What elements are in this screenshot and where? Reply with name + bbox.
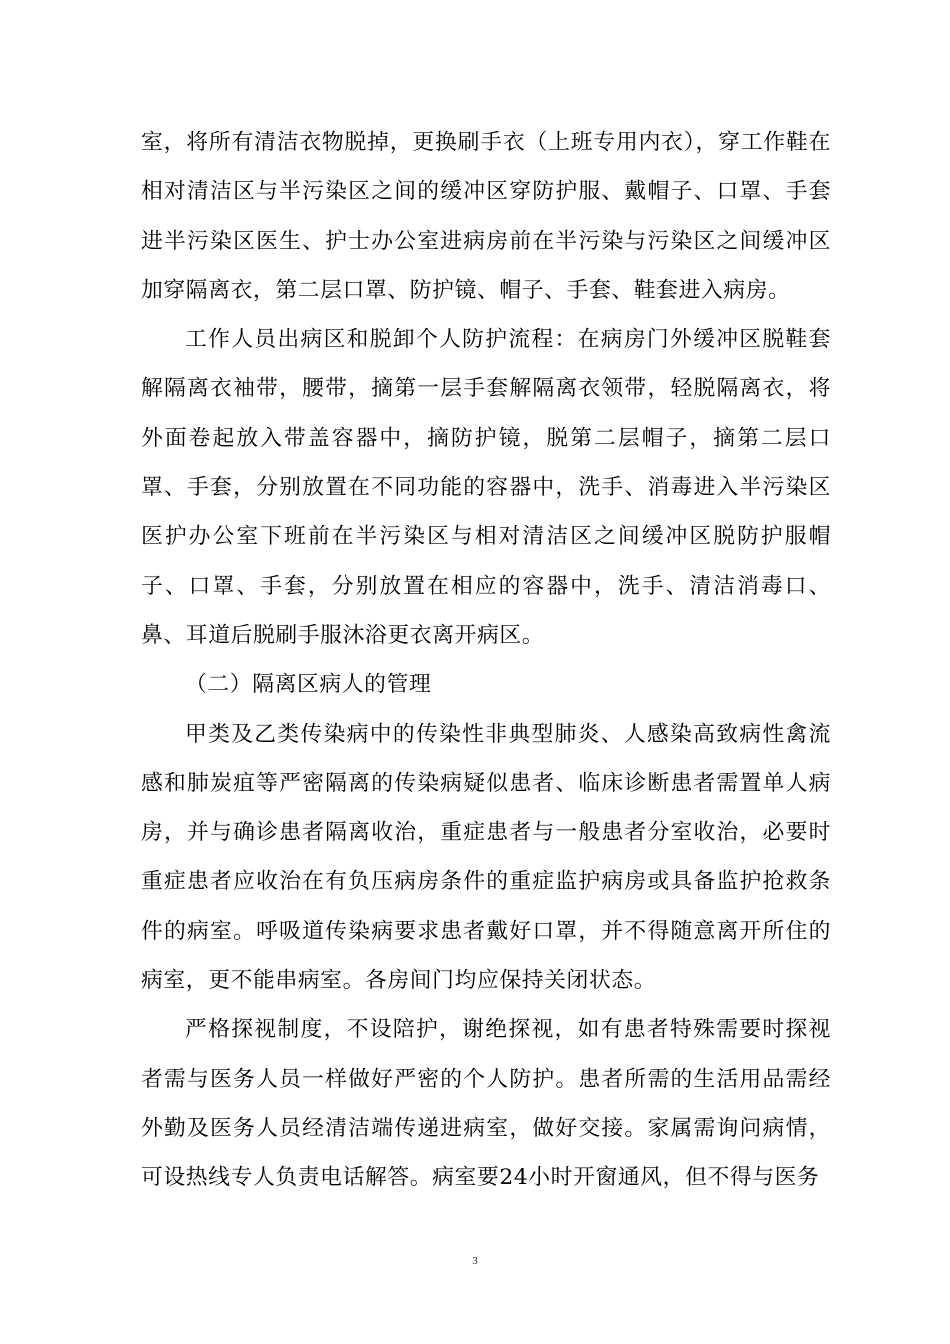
body-text xyxy=(141,118,831,1203)
section-heading: （二）隔离区病人的管理 xyxy=(185,672,432,698)
page-number: 3 xyxy=(472,1255,478,1267)
paragraph-visitation: 严格探视制度，不设陪护，谢绝探视，如有患者特殊需要时探视者需与医务人员一样做好严密的个人防护。患者所需的生活用品需经外勤及医务人员经清洁端传递进病室，做好交接。家属需询问病情，可设热线专人负责电话解答。病室要24小时开窗通风，但不得与医务 xyxy=(141,1017,831,1191)
paragraph-continued: 室，将所有清洁衣物脱掉，更换刷手衣（上班专用内衣），穿工作鞋在相对清洁区与半污染区之间的缓冲区穿防护服、戴帽子、口罩、手套进半污染区医生、护士办公室进病房前在半污染与污染区之间缓冲区加穿隔离衣，第二层口罩、防护镜、帽子、手套、鞋套进入病房。 xyxy=(141,130,831,303)
paragraph-patient-isolation: 甲类及乙类传染病中的传染性非典型肺炎、人感染高致病性禽流感和肺炭疽等严密隔离的传染病疑似患者、临床诊断患者需置单人病房，并与确诊患者隔离收治，重症患者与一般患者分室收治，必要时重症患者应收治在有负压病房条件的重症监护病房或具备监护抢救条件的病室。呼吸道传染病要求患者戴好口罩，并不得随意离开所住的病室，更不能串病室。各房间门均应保持关闭状态。 xyxy=(141,721,831,994)
paragraph-exit-procedure: 工作人员出病区和脱卸个人防护流程：在病房门外缓冲区脱鞋套解隔离衣袖带，腰带，摘第一层手套解隔离衣领带，轻脱隔离衣，将外面卷起放入带盖容器中，摘防护镜，脱第二层帽子，摘第二层口罩、手套，分别放置在不同功能的容器中，洗手、消毒进入半污染区医护办公室下班前在半污染区与相对清洁区之间缓冲区脱防护服帽子、口罩、手套，分别放置在相应的容器中，洗手、清洁消毒口、鼻、耳道后脱刷手服沐浴更衣离开病区。 xyxy=(141,327,831,648)
